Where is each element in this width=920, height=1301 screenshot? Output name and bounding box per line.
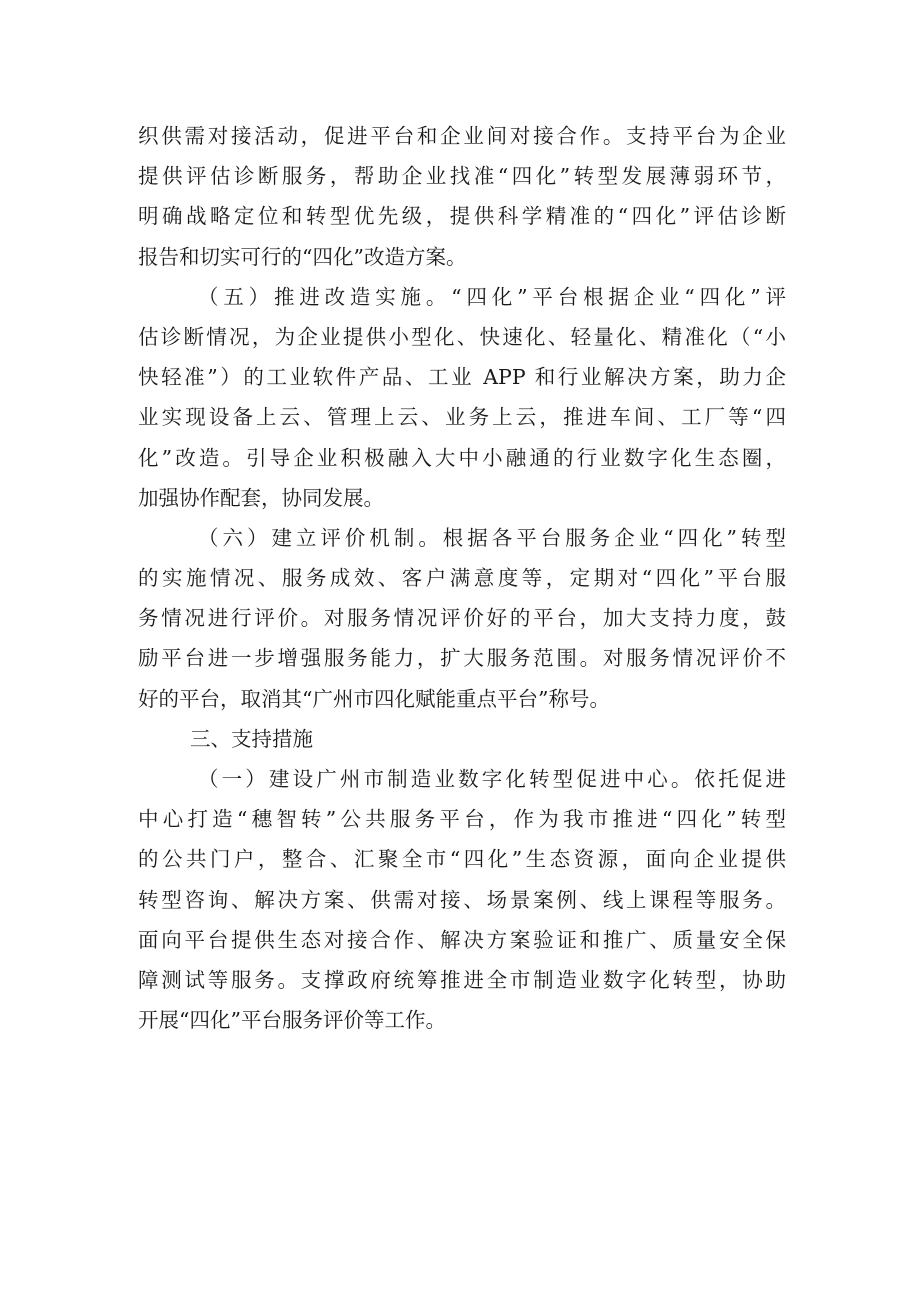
paragraph-line: 转型咨询、解决方案、供需对接、场景案例、线上课程等服务。 xyxy=(138,887,786,912)
paragraph-line: 中心打造“穗智转”公共服务平台，作为我市推进“四化”转型 xyxy=(138,807,786,832)
section-six-heading-line: （六）建立评价机制。根据各平台服务企业“四化”转型 xyxy=(198,525,786,550)
paragraph-line: 开展“四化”平台服务评价等工作。 xyxy=(138,1008,446,1033)
document-body xyxy=(138,116,786,1040)
paragraph-line: 报告和切实可行的“四化”改造方案。 xyxy=(138,244,467,269)
paragraph-line: 业实现设备上云、管理上云、业务上云，推进车间、工厂等“四 xyxy=(138,405,786,430)
paragraph-line: 明确战略定位和转型优先级，提供科学精准的“四化”评估诊断 xyxy=(138,204,786,229)
paragraph-line: 提供评估诊断服务，帮助企业找准“四化”转型发展薄弱环节， xyxy=(138,164,786,189)
paragraph-line: 快轻准”）的工业软件产品、工业 APP 和行业解决方案，助力企 xyxy=(138,365,786,390)
section-five-heading-line: （五）推进改造实施。“四化”平台根据企业“四化”评 xyxy=(198,284,786,309)
paragraph-line: 励平台进一步增强服务能力，扩大服务范围。对服务情况评价不 xyxy=(138,646,786,671)
paragraph-line: 估诊断情况，为企业提供小型化、快速化、轻量化、精准化（“小 xyxy=(138,324,786,349)
paragraph-line: 好的平台，取消其“广州市四化赋能重点平台”称号。 xyxy=(138,686,610,711)
paragraph-line: 的公共门户，整合、汇聚全市“四化”生态资源，面向企业提供 xyxy=(138,847,786,872)
paragraph-line: 务情况进行评价。对服务情况评价好的平台，加大支持力度，鼓 xyxy=(138,606,786,631)
paragraph-line: 面向平台提供生态对接合作、解决方案验证和推广、质量安全保 xyxy=(138,927,786,952)
section-three-title: 三、支持措施 xyxy=(190,726,313,751)
paragraph-line: 障测试等服务。支撑政府统筹推进全市制造业数字化转型，协助 xyxy=(138,967,786,992)
paragraph-line: 化”改造。引导企业积极融入大中小融通的行业数字化生态圈， xyxy=(138,445,786,470)
paragraph-line: 的实施情况、服务成效、客户满意度等，定期对“四化”平台服 xyxy=(138,566,786,591)
paragraph-line: 织供需对接活动，促进平台和企业间对接合作。支持平台为企业 xyxy=(138,124,786,148)
measure-one-heading-line: （一）建设广州市制造业数字化转型促进中心。依托促进 xyxy=(198,767,786,791)
paragraph-line: 加强协作配套，协同发展。 xyxy=(138,485,384,510)
